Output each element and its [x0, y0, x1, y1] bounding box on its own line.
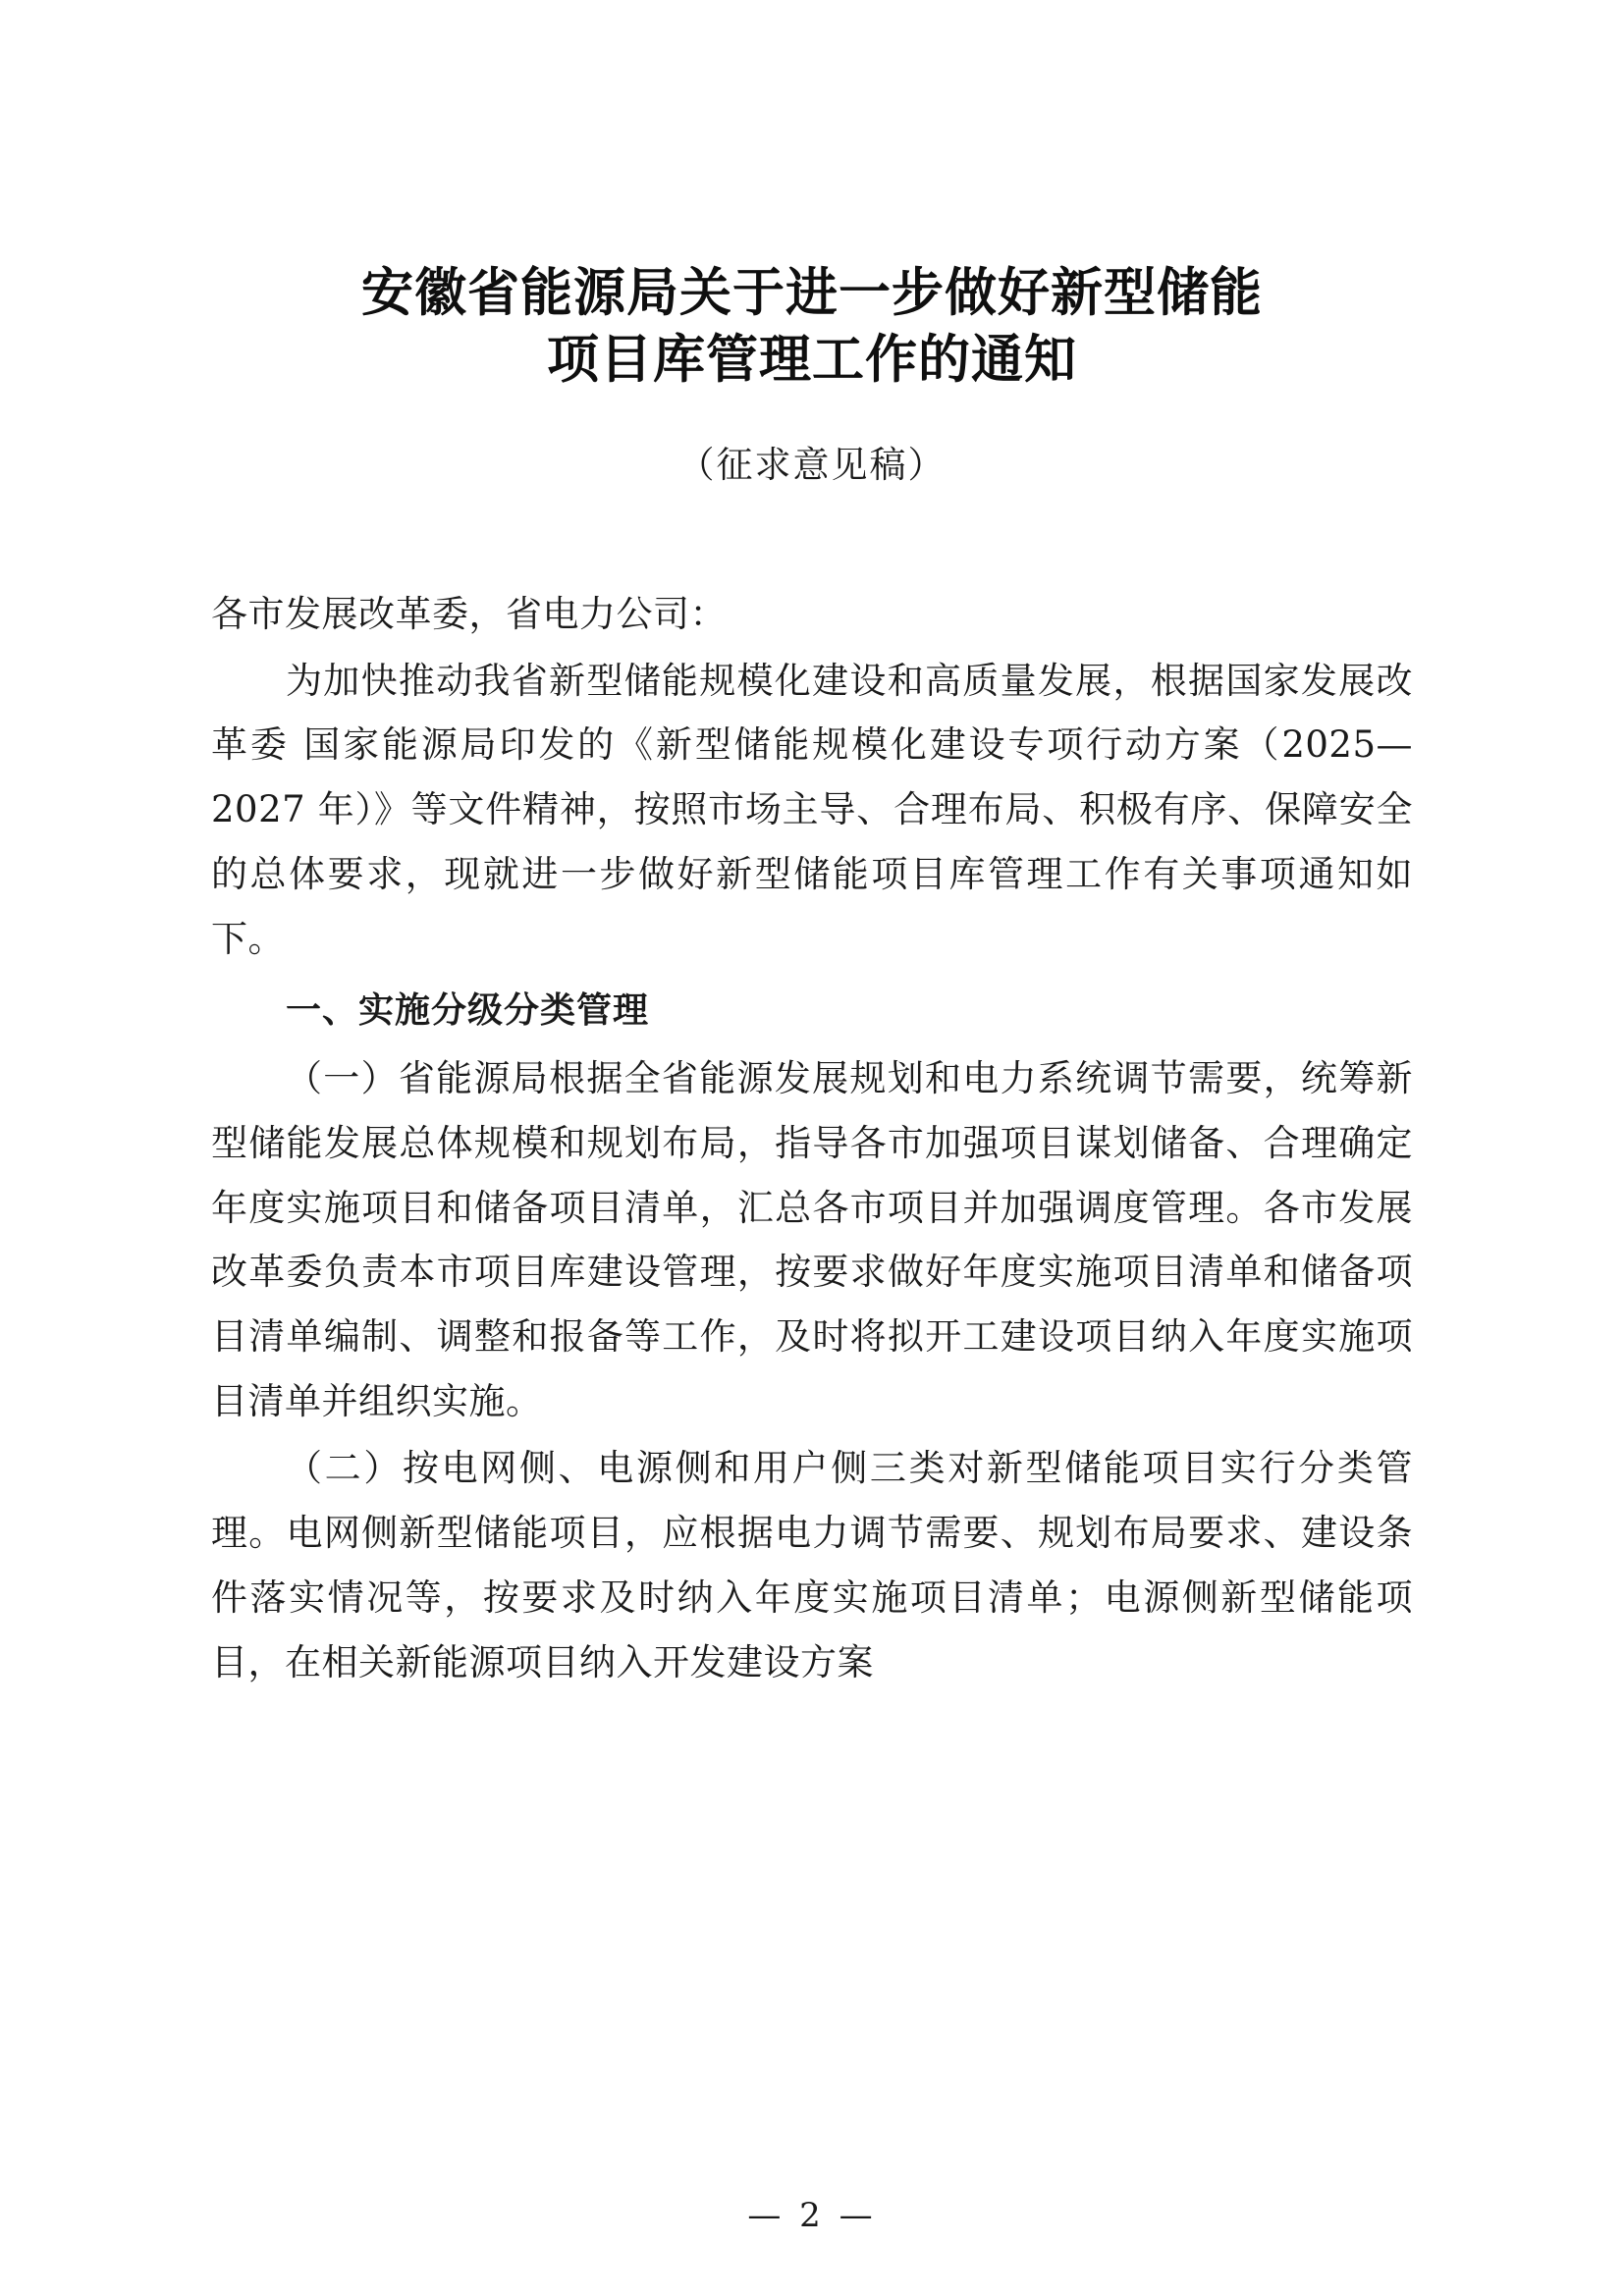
addressee-line: 各市发展改革委，省电力公司： [211, 592, 727, 635]
page-title-line-2: 项目库管理工作的通知 [547, 328, 1077, 390]
section-one-paragraph-2: （二）按电网侧、电源侧和用户侧三类对新型储能项目实行分类管理。电网侧新型储能项目，应根据电力调节需要、规划布局要求、建设条件落实情况等，按要求及时纳入年度实施项目清单；电源侧新型储能项目，在相关新能源项目纳入开发建设方案 [211, 1447, 1413, 1683]
document-subtitle: （征求意见稿） [677, 443, 947, 486]
page-title-line-1: 安徽省能源局关于进一步做好新型储能 [361, 262, 1263, 323]
section-one-paragraph-1: （一）省能源局根据全省能源发展规划和电力系统调节需要，统筹新型储能发展总体规模和规划布局，指导各市加强项目谋划储备、合理确定年度实施项目和储备项目清单，汇总各市项目并加强调度管理。各市发展改革委负责本市项目库建设管理，按要求做好年度实施项目清单和储备项目清单编制、调整和报备等工作，及时将拟开工建设项目纳入年度实施项目清单并组织实施。 [211, 1056, 1413, 1423]
intro-paragraph: 为加快推动我省新型储能规模化建设和高质量发展，根据国家发展改革委 国家能源局印发的《新型储能规模化建设专项行动方案（2025—2027 年）》等文件精神，按照市场主导、合理布局、积极有序、保障安全的总体要求，现就进一步做好新型储能项目库管理工作有关事项通知如下。 [211, 659, 1413, 960]
page-title [211, 0, 1413, 394]
page-number: — 2 — [747, 2196, 877, 2235]
document-body [211, 582, 1413, 1695]
section-heading-one: 一、实施分级分类管理 [286, 989, 650, 1031]
